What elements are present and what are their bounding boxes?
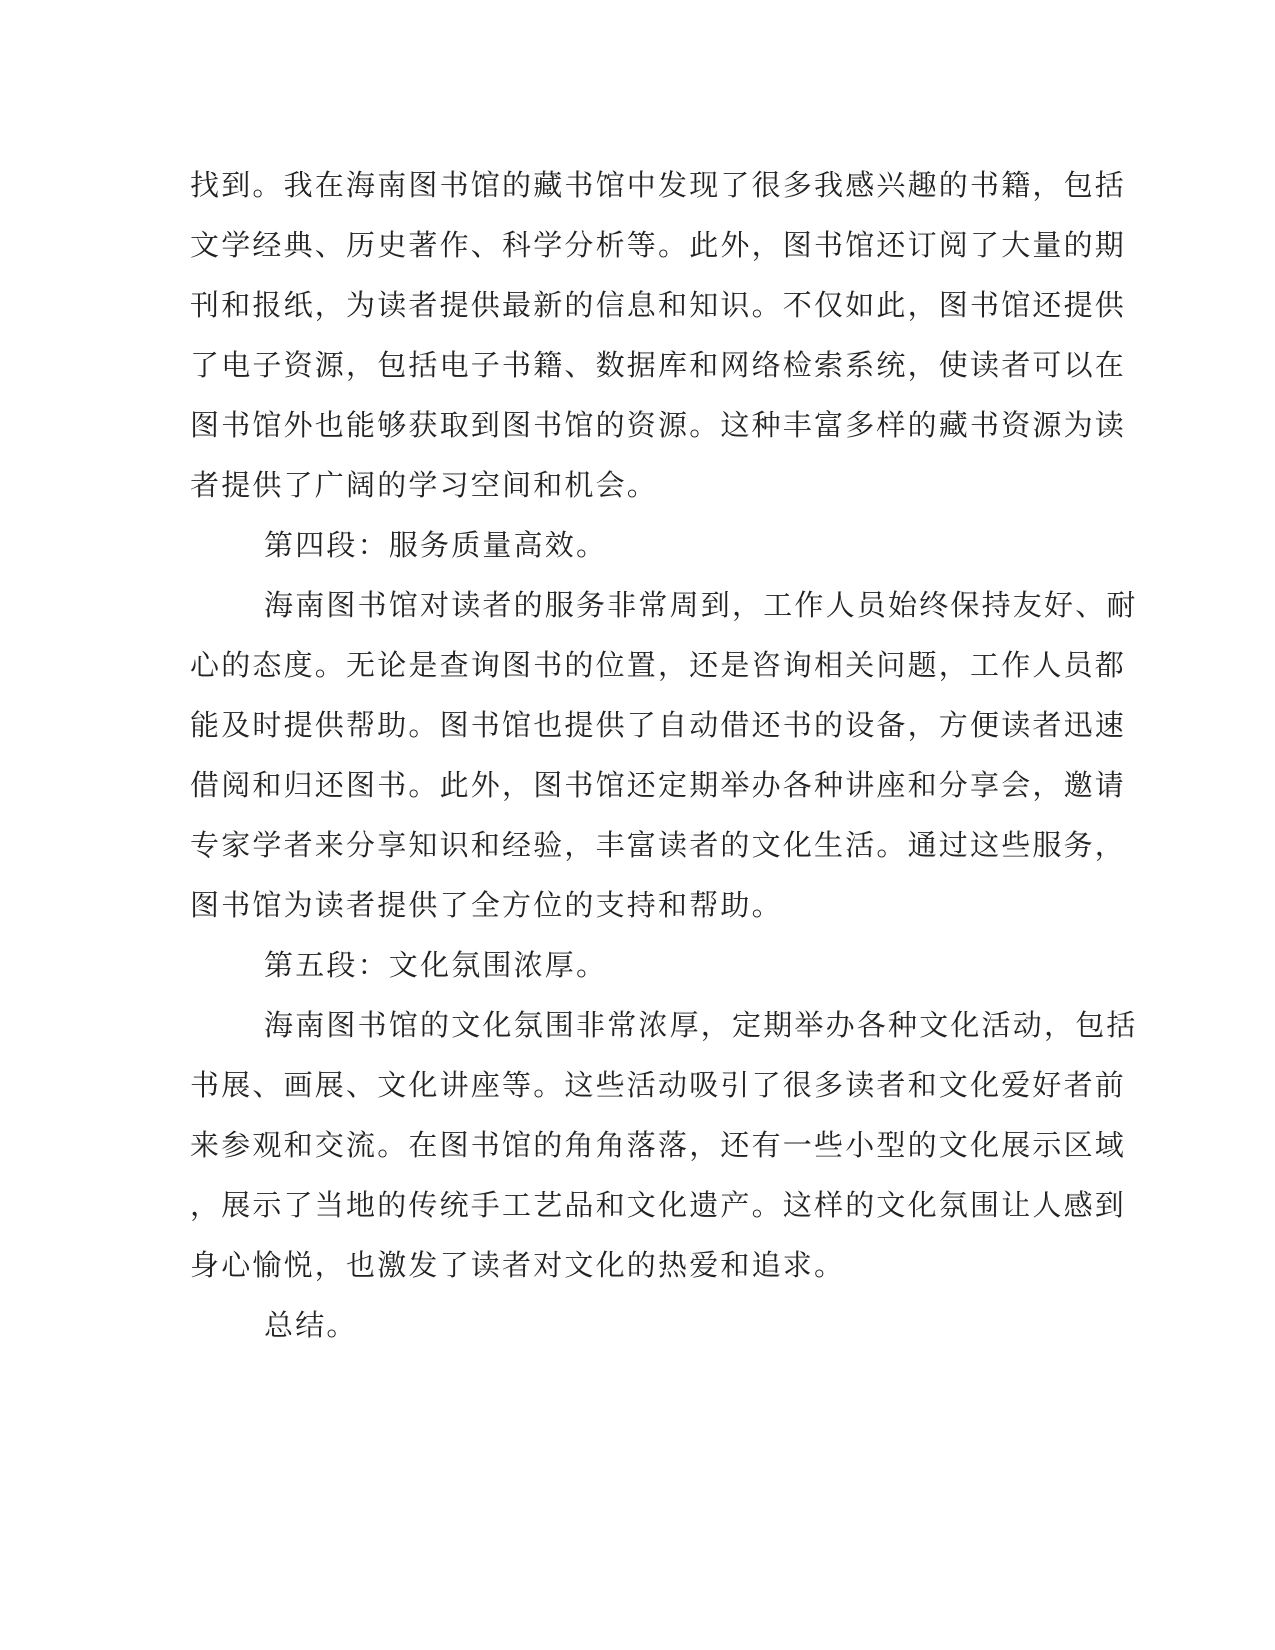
text-line: 者提供了广阔的学习空间和机会。 — [190, 468, 659, 502]
text-line: 文学经典、历史著作、科学分析等。此外，图书馆还订阅了大量的期 — [190, 228, 1127, 262]
text-line: 找到。我在海南图书馆的藏书馆中发现了很多我感兴趣的书籍，包括 — [190, 168, 1127, 202]
text-line: 了电子资源，包括电子书籍、数据库和网络检索系统，使读者可以在 — [190, 348, 1127, 382]
text-line: 借阅和归还图书。此外，图书馆还定期举办各种讲座和分享会，邀请 — [190, 768, 1127, 802]
text-line: 海南图书馆对读者的服务非常周到，工作人员始终保持友好、耐 — [264, 588, 1138, 622]
text-line: 图书馆外也能够获取到图书馆的资源。这种丰富多样的藏书资源为读 — [190, 408, 1127, 442]
text-line: 专家学者来分享知识和经验，丰富读者的文化生活。通过这些服务， — [190, 828, 1127, 862]
text-line: 来参观和交流。在图书馆的角角落落，还有一些小型的文化展示区域 — [190, 1128, 1127, 1162]
section-heading: 总结。 — [264, 1308, 358, 1342]
text-line: ，展示了当地的传统手工艺品和文化遗产。这样的文化氛围让人感到 — [190, 1188, 1127, 1222]
document-page — [190, 155, 1138, 1355]
text-line: 刊和报纸，为读者提供最新的信息和知识。不仅如此，图书馆还提供 — [190, 288, 1127, 322]
text-line: 海南图书馆的文化氛围非常浓厚，定期举办各种文化活动，包括 — [264, 1008, 1138, 1042]
section-heading: 第五段：文化氛围浓厚。 — [264, 948, 608, 982]
text-line: 书展、画展、文化讲座等。这些活动吸引了很多读者和文化爱好者前 — [190, 1068, 1127, 1102]
text-line: 能及时提供帮助。图书馆也提供了自动借还书的设备，方便读者迅速 — [190, 708, 1127, 742]
text-line: 图书馆为读者提供了全方位的支持和帮助。 — [190, 888, 783, 922]
section-heading: 第四段：服务质量高效。 — [264, 528, 608, 562]
text-line: 身心愉悦，也激发了读者对文化的热爱和追求。 — [190, 1248, 846, 1282]
text-line: 心的态度。无论是查询图书的位置，还是咨询相关问题，工作人员都 — [190, 648, 1127, 682]
